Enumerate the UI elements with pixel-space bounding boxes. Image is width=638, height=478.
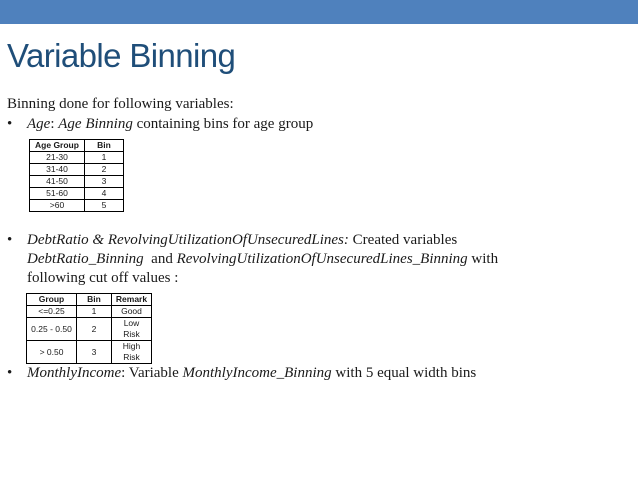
table-cell: 21-30: [30, 152, 85, 164]
debt-cutoff-table: [26, 293, 152, 364]
table-row: [27, 318, 152, 341]
table-cell: 2: [77, 318, 112, 341]
bullet-marker: •: [7, 365, 13, 381]
table-cell: 3: [85, 176, 124, 188]
table-cell: >60: [30, 200, 85, 212]
table-header: Remark: [112, 294, 152, 306]
table-cell: 31-40: [30, 164, 85, 176]
table-header: Bin: [85, 140, 124, 152]
debt-binvar: DebtRatio_Binning: [27, 251, 144, 267]
table-row: [30, 152, 124, 164]
age-sep: :: [50, 116, 59, 132]
debt-bullet-line-3: following cut off values :: [27, 270, 179, 286]
table-cell: 3: [77, 341, 112, 364]
table-header: Bin: [77, 294, 112, 306]
debt-line2-rest: with: [467, 251, 499, 267]
table-cell: 5: [85, 200, 124, 212]
age-binvar-name: Age Binning: [58, 116, 133, 132]
table-row: [27, 306, 152, 318]
table-header-row: [30, 140, 124, 152]
table-cell: 51-60: [30, 188, 85, 200]
table-row: [30, 188, 124, 200]
table-cell: 1: [77, 306, 112, 318]
table-cell: <=0.25: [27, 306, 77, 318]
table-cell: > 0.50: [27, 341, 77, 364]
top-accent-bar: [0, 0, 638, 24]
table-cell: 0.25 - 0.50: [27, 318, 77, 341]
table-cell: 2: [85, 164, 124, 176]
intro-text: Binning done for following variables:: [7, 96, 234, 112]
debt-line2-mid: and: [143, 251, 177, 267]
debt-bullet-line-1: [27, 231, 457, 250]
debt-bullet-line-2: [27, 250, 498, 269]
table-cell: 1: [85, 152, 124, 164]
revolving-binvar: RevolvingUtilizationOfUnsecuredLines_Binning: [176, 251, 468, 267]
table-cell: Low Risk: [112, 318, 152, 341]
age-bullet-text: [27, 115, 313, 134]
income-rest: with 5 equal width bins: [331, 365, 477, 381]
debt-vars: DebtRatio & RevolvingUtilizationOfUnsecuredLines:: [27, 232, 349, 248]
table-header: Age Group: [30, 140, 85, 152]
age-rest: containing bins for age group: [132, 116, 314, 132]
table-row: [27, 341, 152, 364]
table-cell: High Risk: [112, 341, 152, 364]
income-bullet-text: [27, 364, 476, 383]
income-binvar-name: MonthlyIncome_Binning: [182, 365, 332, 381]
bullet-marker: •: [7, 232, 13, 248]
bullet-marker: •: [7, 116, 13, 132]
table-row: [30, 164, 124, 176]
table-cell: 4: [85, 188, 124, 200]
table-cell: Good: [112, 306, 152, 318]
age-bin-table: [29, 139, 124, 212]
table-row: [30, 176, 124, 188]
table-header: Group: [27, 294, 77, 306]
debt-line1-rest: Created variables: [348, 232, 458, 248]
income-mid: : Variable: [121, 365, 183, 381]
slide-title: Variable Binning: [7, 37, 236, 74]
age-var-name: Age: [27, 116, 51, 132]
table-cell: 41-50: [30, 176, 85, 188]
table-header-row: [27, 294, 152, 306]
income-var-name: MonthlyIncome: [27, 365, 122, 381]
table-row: [30, 200, 124, 212]
